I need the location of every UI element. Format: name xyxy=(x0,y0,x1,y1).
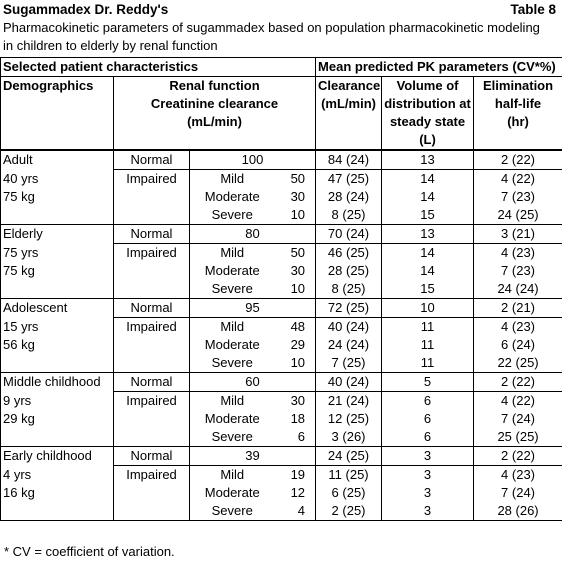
impairment-level: Moderate xyxy=(204,263,260,278)
halflife-value: 4 (23) xyxy=(501,245,536,260)
col-volume-line1: Volume of xyxy=(396,78,459,93)
volume-value: 3 xyxy=(423,503,432,518)
volume-normal: 13 xyxy=(382,150,474,170)
renal-status-impaired: Impaired xyxy=(114,392,190,447)
volume-impaired xyxy=(382,170,474,225)
volume-value: 14 xyxy=(420,171,435,186)
volume-value: 14 xyxy=(420,189,435,204)
clearance-normal: 84 (24) xyxy=(316,150,382,170)
halflife-value: 4 (22) xyxy=(501,171,536,186)
table-row-normal xyxy=(1,225,562,244)
clearance-value: 11 (25) xyxy=(328,467,369,482)
col-volume-line4: (L) xyxy=(419,132,436,147)
crcl-value: 19 xyxy=(290,467,306,482)
halflife-value: 7 (23) xyxy=(501,189,536,204)
group-header-right: Mean predicted PK parameters (CV*%) xyxy=(316,58,562,77)
volume-value: 14 xyxy=(420,263,435,278)
volume-impaired xyxy=(382,466,474,521)
clearance-value: 12 (25) xyxy=(327,411,370,426)
group-demographics xyxy=(1,466,114,521)
impairment-level: Severe xyxy=(211,503,253,518)
crcl-value: 12 xyxy=(290,485,306,500)
group-name: Early childhood xyxy=(1,447,114,466)
group-name: Elderly xyxy=(1,225,114,244)
halflife-value: 4 (22) xyxy=(501,393,536,408)
renal-status-normal: Normal xyxy=(114,373,190,392)
clearance-impaired xyxy=(316,392,382,447)
group-header-left: Selected patient characteristics xyxy=(1,58,316,77)
renal-status-normal: Normal xyxy=(114,299,190,318)
volume-value: 15 xyxy=(420,281,435,296)
halflife-impaired xyxy=(474,466,562,521)
impairment-level: Severe xyxy=(211,281,253,296)
impairment-level: Mild xyxy=(220,467,245,482)
volume-impaired xyxy=(382,392,474,447)
impairment-level: Moderate xyxy=(204,337,260,352)
crcl-normal: 95 xyxy=(190,299,316,318)
col-clearance xyxy=(316,77,382,151)
halflife-value: 6 (24) xyxy=(501,337,536,352)
volume-value: 11 xyxy=(420,355,435,370)
crcl-normal: 80 xyxy=(190,225,316,244)
clearance-impaired xyxy=(316,318,382,373)
clearance-value: 2 (25) xyxy=(331,503,366,518)
halflife-value: 24 (24) xyxy=(497,281,539,296)
col-halflife-line3: (hr) xyxy=(507,114,529,129)
halflife-normal: 2 (22) xyxy=(474,447,562,466)
volume-value: 6 xyxy=(423,411,432,426)
impairment-level: Mild xyxy=(220,319,245,334)
impairment-levels xyxy=(190,318,275,373)
clearance-value: 28 (24) xyxy=(327,189,370,204)
crcl-value: 30 xyxy=(290,189,306,204)
group-demographics xyxy=(1,318,114,373)
impairment-levels xyxy=(190,392,275,447)
group-weight: 16 kg xyxy=(3,484,35,500)
halflife-impaired xyxy=(474,170,562,225)
clearance-impaired xyxy=(316,466,382,521)
clearance-value: 8 (25) xyxy=(331,207,366,222)
clearance-normal: 24 (25) xyxy=(316,447,382,466)
table-row-normal xyxy=(1,299,562,318)
crcl-value: 4 xyxy=(297,503,306,518)
halflife-value: 7 (23) xyxy=(501,263,536,278)
volume-value: 11 xyxy=(420,337,435,352)
impairment-level: Severe xyxy=(211,207,253,222)
halflife-impaired xyxy=(474,244,562,299)
crcl-normal: 39 xyxy=(190,447,316,466)
group-demographics xyxy=(1,244,114,299)
clearance-value: 47 (25) xyxy=(327,171,370,186)
halflife-normal: 2 (22) xyxy=(474,150,562,170)
table-row-normal xyxy=(1,150,562,170)
crcl-value: 29 xyxy=(290,337,306,352)
document-title: Sugammadex Dr. Reddy's xyxy=(3,2,169,17)
group-weight: 75 kg xyxy=(3,188,35,204)
footnote: * CV = coefficient of variation. xyxy=(4,544,175,559)
crcl-value: 10 xyxy=(290,207,306,222)
document-header xyxy=(3,1,556,19)
col-halflife xyxy=(474,77,562,151)
table-row-impaired xyxy=(1,318,562,373)
volume-value: 3 xyxy=(423,467,432,482)
halflife-normal: 2 (22) xyxy=(474,373,562,392)
volume-impaired xyxy=(382,244,474,299)
renal-status-impaired: Impaired xyxy=(114,466,190,521)
volume-value: 6 xyxy=(423,393,432,408)
renal-status-normal: Normal xyxy=(114,150,190,170)
clearance-normal: 70 (24) xyxy=(316,225,382,244)
crcl-value: 48 xyxy=(290,319,306,334)
col-renal-line3: (mL/min) xyxy=(187,114,242,129)
group-name: Middle childhood xyxy=(1,373,114,392)
group-age: 4 yrs xyxy=(3,466,32,482)
col-renal-line1: Renal function xyxy=(169,78,260,93)
volume-value: 15 xyxy=(420,207,435,222)
group-name: Adult xyxy=(1,150,114,170)
group-weight: 56 kg xyxy=(3,336,35,352)
clearance-value: 40 (24) xyxy=(327,319,370,334)
table-row-normal xyxy=(1,447,562,466)
clearance-normal: 72 (25) xyxy=(316,299,382,318)
renal-status-impaired: Impaired xyxy=(114,318,190,373)
halflife-value: 4 (23) xyxy=(501,319,536,334)
halflife-value: 7 (24) xyxy=(501,411,536,426)
table-row-impaired xyxy=(1,170,562,225)
crcl-impaired xyxy=(275,392,316,447)
group-weight: 75 kg xyxy=(3,262,35,278)
halflife-value: 4 (23) xyxy=(501,467,536,482)
clearance-value: 24 (24) xyxy=(327,337,370,352)
volume-impaired xyxy=(382,318,474,373)
crcl-value: 10 xyxy=(290,355,306,370)
crcl-impaired xyxy=(275,466,316,521)
crcl-value: 6 xyxy=(297,429,306,444)
volume-value: 14 xyxy=(420,245,435,260)
col-halflife-line2: half-life xyxy=(494,96,542,111)
impairment-levels xyxy=(190,466,275,521)
table-row-impaired xyxy=(1,392,562,447)
impairment-level: Moderate xyxy=(204,485,260,500)
crcl-impaired xyxy=(275,170,316,225)
crcl-normal: 100 xyxy=(190,150,316,170)
group-name: Adolescent xyxy=(1,299,114,318)
table-row-impaired xyxy=(1,244,562,299)
impairment-levels xyxy=(190,244,275,299)
group-age: 15 yrs xyxy=(3,318,39,334)
impairment-level: Moderate xyxy=(204,189,260,204)
halflife-impaired xyxy=(474,318,562,373)
volume-normal: 10 xyxy=(382,299,474,318)
halflife-normal: 3 (21) xyxy=(474,225,562,244)
renal-status-normal: Normal xyxy=(114,447,190,466)
clearance-value: 6 (25) xyxy=(331,485,366,500)
col-halflife-line1: Elimination xyxy=(483,78,554,93)
col-clearance-line1: Clearance xyxy=(318,78,381,93)
impairment-level: Moderate xyxy=(204,411,260,426)
clearance-value: 46 (25) xyxy=(327,245,370,260)
clearance-value: 7 (25) xyxy=(331,355,366,370)
impairment-levels xyxy=(190,170,275,225)
clearance-value: 28 (25) xyxy=(327,263,370,278)
volume-normal: 13 xyxy=(382,225,474,244)
volume-normal: 3 xyxy=(382,447,474,466)
crcl-value: 30 xyxy=(290,263,306,278)
halflife-value: 28 (26) xyxy=(497,503,539,518)
clearance-impaired xyxy=(316,170,382,225)
group-age: 9 yrs xyxy=(3,392,32,408)
pk-table xyxy=(0,57,562,521)
table-label: Table 8 xyxy=(510,2,556,17)
impairment-level: Mild xyxy=(220,393,245,408)
group-demographics xyxy=(1,392,114,447)
col-clearance-line2: (mL/min) xyxy=(321,96,376,111)
col-volume xyxy=(382,77,474,151)
volume-value: 6 xyxy=(423,429,432,444)
crcl-value: 18 xyxy=(290,411,306,426)
table-body xyxy=(1,150,562,521)
impairment-level: Severe xyxy=(211,429,253,444)
halflife-value: 22 (25) xyxy=(497,355,539,370)
impairment-level: Severe xyxy=(211,355,253,370)
crcl-impaired xyxy=(275,244,316,299)
group-weight: 29 kg xyxy=(3,410,35,426)
volume-value: 3 xyxy=(423,485,432,500)
crcl-value: 10 xyxy=(290,281,306,296)
halflife-value: 25 (25) xyxy=(497,429,539,444)
table-row-normal xyxy=(1,373,562,392)
table-description: Pharmacokinetic parameters of sugammadex based on population pharmacokinetic modeling in children to elderly by renal function xyxy=(3,20,540,53)
col-renal-function xyxy=(114,77,316,151)
halflife-value: 7 (24) xyxy=(501,485,536,500)
col-demographics: Demographics xyxy=(1,77,114,151)
col-volume-line3: steady state xyxy=(389,114,466,129)
table-row-impaired xyxy=(1,466,562,521)
crcl-value: 30 xyxy=(290,393,306,408)
crcl-value: 50 xyxy=(290,171,306,186)
group-demographics xyxy=(1,170,114,225)
impairment-level: Mild xyxy=(220,245,245,260)
renal-status-impaired: Impaired xyxy=(114,244,190,299)
clearance-value: 21 (24) xyxy=(327,393,370,408)
volume-normal: 5 xyxy=(382,373,474,392)
impairment-level: Mild xyxy=(220,171,245,186)
renal-status-normal: Normal xyxy=(114,225,190,244)
col-renal-line2: Creatinine clearance xyxy=(150,96,279,111)
crcl-impaired xyxy=(275,318,316,373)
col-volume-line2: distribution at xyxy=(384,96,471,111)
clearance-value: 3 (26) xyxy=(331,429,366,444)
crcl-value: 50 xyxy=(290,245,306,260)
clearance-impaired xyxy=(316,244,382,299)
clearance-value: 8 (25) xyxy=(331,281,366,296)
renal-status-impaired: Impaired xyxy=(114,170,190,225)
halflife-value: 24 (25) xyxy=(497,207,539,222)
crcl-normal: 60 xyxy=(190,373,316,392)
clearance-normal: 40 (24) xyxy=(316,373,382,392)
halflife-impaired xyxy=(474,392,562,447)
group-age: 40 yrs xyxy=(3,170,39,186)
halflife-normal: 2 (21) xyxy=(474,299,562,318)
volume-value: 11 xyxy=(420,319,435,334)
group-age: 75 yrs xyxy=(3,244,39,260)
